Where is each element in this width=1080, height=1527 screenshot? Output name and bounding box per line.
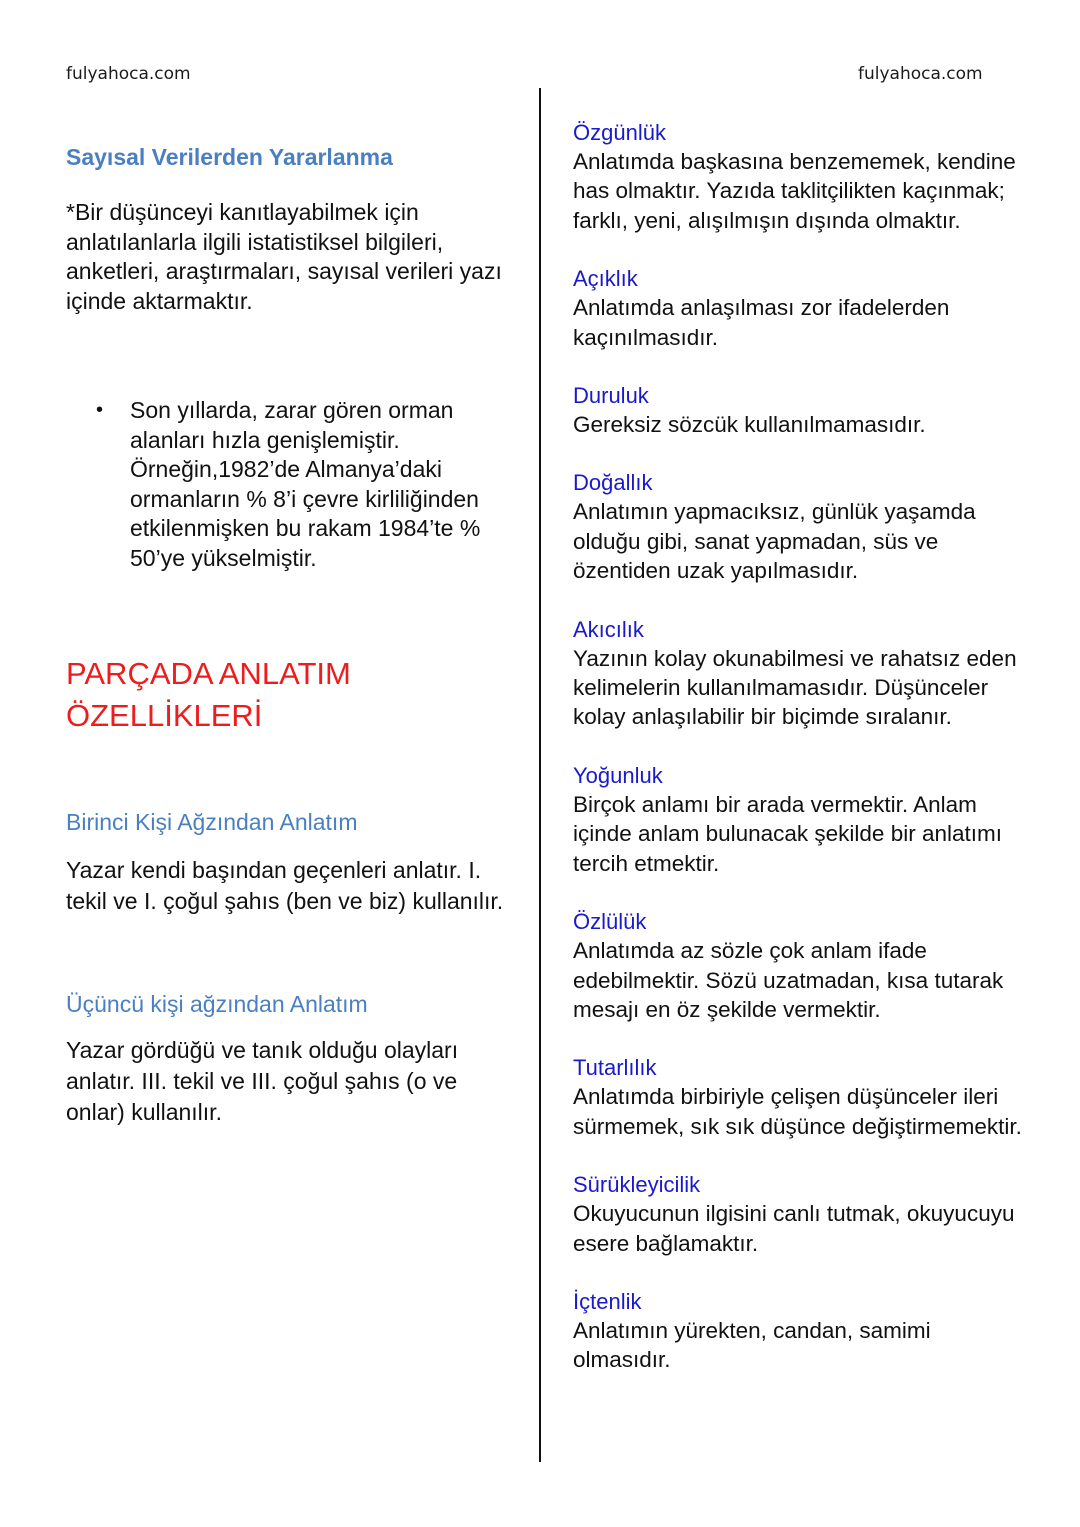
feature-title: Duruluk [573,383,649,409]
feature-text: Birçok anlamı bir arada vermektir. Anlam içinde anlam bulunacak şekilde bir anlatımı tercih etmektir. [573,791,1002,876]
feature-title: Açıklık [573,266,638,292]
feature-text: Anlatımda az sözle çok anlam ifade edebilmektir. Sözü uzatmadan, kısa tutarak mesajı en öz şekilde vermektir. [573,938,1004,1022]
feature-title: Özgünlük [573,120,666,145]
site-url-left: fulyahoca.com [66,64,191,84]
feature-title: İçtenlik [573,1288,642,1314]
feature-duruluk [573,381,1033,439]
feature-title: Tutarlılık [573,1055,657,1081]
feature-text: Yazının kolay okunabilmesi ve rahatsız eden kelimelerin kullanılmamasıdır. Düşünceler kolay anlaşılabilir bir biçimde sıralanır. [573,645,1017,730]
feature-yogunluk [573,761,1033,878]
feature-aciklik [573,264,1033,352]
feature-title: Özlülük [573,909,647,935]
feature-title: Yoğunluk [573,762,663,788]
example-item: • Son yıllarda, zarar gören orman alanları hızla genişlemiştir. Örneğin,1982’de Almanya’daki ormanların % 8’i çevre kirliliğinden etkilenmişken bu rakam 1984’te % 50’ye yükselmiştir. [130,396,516,573]
first-person-title: Birinci Kişi Ağzından Anlatım [66,809,358,835]
column-divider [539,88,541,1462]
third-person-text: Yazar gördüğü ve tanık olduğu olayları anlatır. III. tekil ve III. çoğul şahıs (o ve onlar) kullanılır. [66,1037,459,1125]
numeric-data-definition: *Bir düşünceyi kanıtlayabilmek için anlatılanlarla ilgili istatistiksel bilgileri, anketleri, araştırmaları, sayısal verileri yazı içinde aktarmaktır. [66,199,502,314]
feature-text: Anlatımın yürekten, candan, samimi olmasıdır. [573,1317,931,1373]
example-list [66,396,516,573]
feature-surukleyicilik [573,1170,1033,1258]
feature-text: Anlatımda birbiriyle çelişen düşünceler ileri sürmemek, sık sık düşünce değiştirmemektir. [573,1084,1022,1139]
feature-ozgunluk [573,118,1033,235]
feature-tutarlilik [573,1053,1033,1141]
feature-ozluluk [573,907,1033,1024]
feature-text: Anlatımda anlaşılması zor ifadelerden kaçınılmasıdır. [573,295,950,350]
feature-text: Anlatımda başkasına benzememek, kendine has olmaktır. Yazıda taklitçilikten kaçınmak; farklı, yeni, alışılmışın dışında olmaktır. [573,149,1016,233]
feature-title: Doğallık [573,470,653,496]
section-title-numeric-data: Sayısal Verilerden Yararlanma [66,144,393,170]
feature-text: Gereksiz sözcük kullanılmamasıdır. [573,412,926,438]
main-heading-line1: PARÇADA ANLATIM [66,656,351,691]
main-heading-line2: ÖZELLİKLERİ [66,698,263,733]
feature-text: Anlatımın yapmacıksız, günlük yaşamda olduğu gibi, sanat yapmadan, süs ve özentiden uzak yapılmasıdır. [573,499,976,584]
feature-dogallik [573,468,1033,585]
feature-text: Okuyucunun ilgisini canlı tutmak, okuyucuyu esere bağlamaktır. [573,1201,1015,1256]
main-heading [66,653,516,737]
site-url-right: fulyahoca.com [858,64,983,84]
feature-ictenlik [573,1287,1033,1375]
left-column [66,142,516,1128]
third-person-title: Üçüncü kişi ağzından Anlatım [66,991,368,1017]
first-person-text: Yazar kendi başından geçenleri anlatır. I. tekil ve I. çoğul şahıs (ben ve biz) kullanılır. [66,857,504,914]
right-column [573,118,1033,1404]
feature-akicilik [573,615,1033,732]
feature-title: Akıcılık [573,616,644,642]
feature-title: Sürükleyicilik [573,1172,701,1198]
